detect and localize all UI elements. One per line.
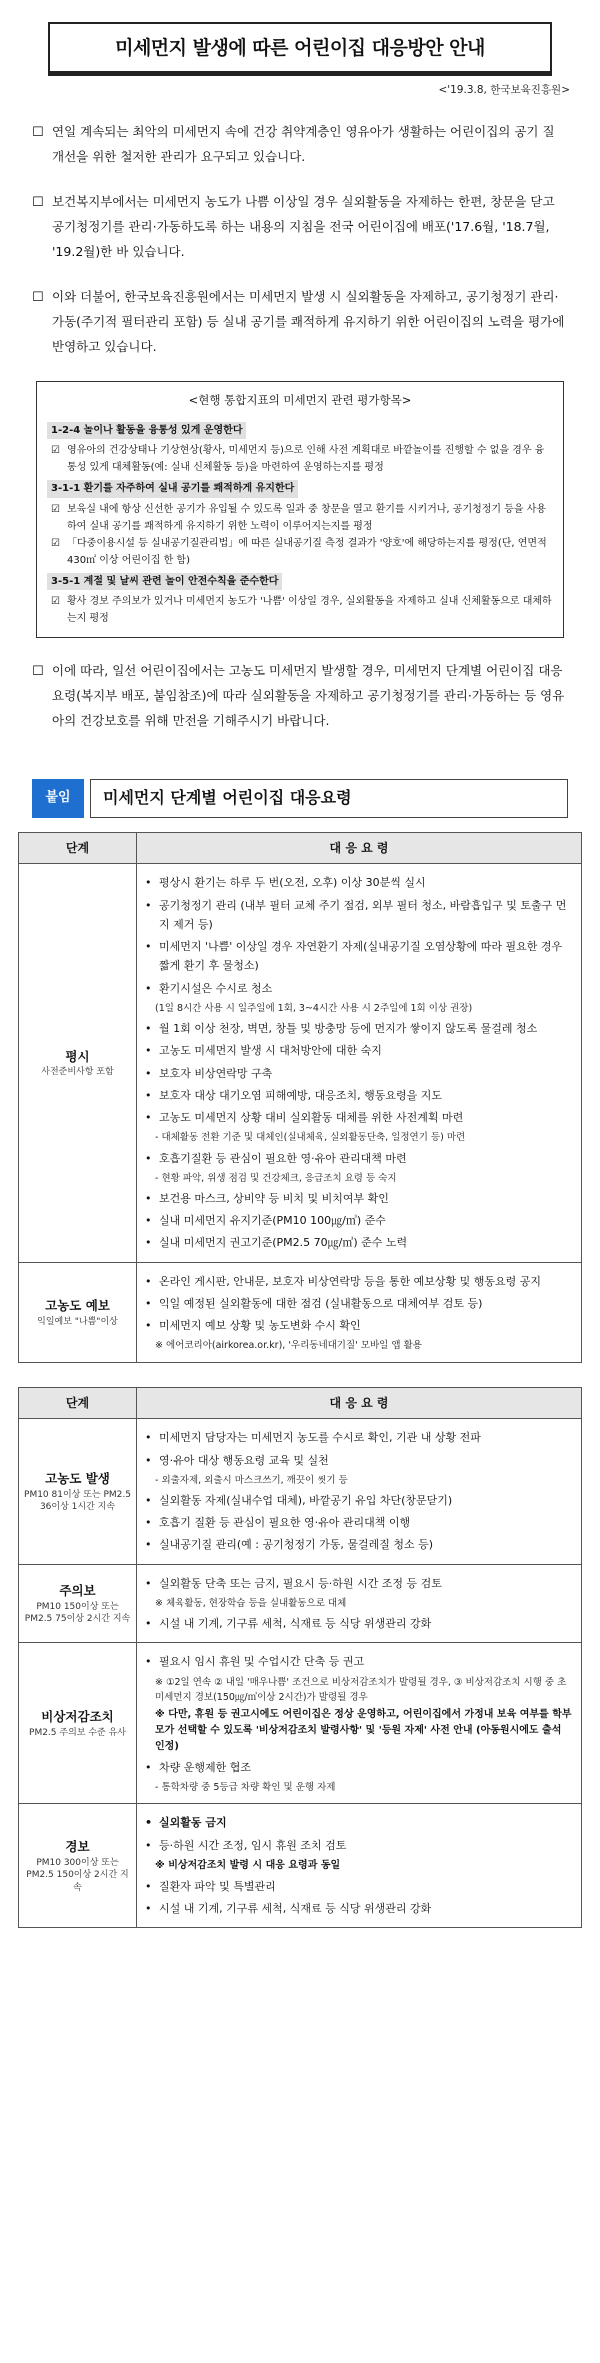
action-item [145, 1294, 573, 1313]
action-text: 호흡기질환 등 관심이 필요한 영·유아 관리대책 마련 [159, 1151, 407, 1165]
action-item [145, 1574, 573, 1593]
action-item [145, 1149, 573, 1168]
document-page [0, 22, 600, 1958]
column-header-actions: 대 응 요 령 [137, 832, 582, 864]
eval-section-2 [47, 476, 553, 569]
action-text: 시설 내 기계, 기구류 세척, 식재료 등 식당 위생관리 강화 [159, 1617, 432, 1631]
eval-item-text: 보육실 내에 항상 신선한 공기가 유입될 수 있도록 일과 중 창문을 열고 환기를 시키거나, 공기청정기 등을 사용하여 실내 공기를 쾌적하게 유지하기 위한 노력이 이루어지는지를 평정 [67, 503, 547, 532]
evaluation-box-title: <현행 통합지표의 미세먼지 관련 평가항목> [188, 392, 412, 407]
action-note: ※ 에어코리아(airkorea.or.kr), '우리동네대기질' 모바일 앱 활용 [155, 1340, 422, 1352]
attachment-header [32, 779, 568, 818]
bullet-icon: • [145, 1066, 152, 1080]
stage-criteria: 익일예보 "나쁨"이상 [37, 1316, 118, 1327]
bullet-icon: • [145, 1214, 152, 1228]
bullet-icon: • [145, 1655, 152, 1669]
eval-section-heading: 1-2-4 놀이나 활동을 융통성 있게 운영한다 [47, 422, 246, 440]
action-item [145, 1211, 573, 1230]
column-header-stage: 단계 [19, 832, 137, 864]
stage-cell [19, 864, 137, 1262]
eval-item-text: 황사 경보 주의보가 있거나 미세먼지 농도가 '나쁨' 이상일 경우, 실외활동을 자제하고 실내 신체활동으로 대체하는지 평정 [67, 596, 552, 625]
stage-criteria: PM10 150이상 또는 PM2.5 75이상 2시간 지속 [24, 1601, 131, 1625]
action-text: 월 1회 이상 천장, 벽면, 창틀 및 방충망 등에 먼지가 쌓이지 않도록 물걸레 청소 [159, 1022, 538, 1036]
action-item [145, 1513, 573, 1532]
bullet-icon: • [145, 1274, 152, 1288]
action-text: 실내 미세먼지 권고기준(PM2.5 70㎍/㎥) 준수 노력 [159, 1236, 408, 1250]
action-note: ※ 체육활동, 현장학습 등을 실내활동으로 대체 [155, 1597, 347, 1609]
stage-criteria: 사전준비사항 포함 [41, 1067, 114, 1078]
action-item [145, 1652, 573, 1671]
bullet-icon: • [145, 1493, 152, 1507]
table-row [19, 1564, 582, 1643]
bullet-icon: • [145, 1111, 152, 1125]
bullet-icon: • [145, 1431, 152, 1445]
stage-criteria: PM2.5 주의보 수준 유사 [29, 1727, 126, 1738]
action-item [145, 873, 573, 892]
action-text: 보호자 대상 대기오염 피해예방, 대응조치, 행동요령을 지도 [159, 1088, 442, 1102]
stage-cell [19, 1643, 137, 1804]
action-text: 보건용 마스크, 상비약 등 비치 및 비치여부 확인 [159, 1191, 389, 1205]
action-note: (1일 8시간 사용 시 일주일에 1회, 3~4시간 사용 시 2주일에 1회 이상 권장) [155, 1002, 473, 1014]
paragraph-text: 연일 계속되는 최악의 미세먼지 속에 건강 취약계층인 영유아가 생활하는 어린이집의 공기 질 개선을 위한 철저한 관리가 요구되고 있습니다. [52, 123, 555, 164]
bullet-icon: • [145, 1453, 152, 1467]
action-text: 미세먼지 '나쁨' 이상일 경우 자연환기 자제(실내공기질 오염상황에 따라 필요한 경우 짧게 환기 후 물청소) [159, 940, 563, 973]
action-item [145, 1836, 573, 1855]
bullet-icon: • [145, 1022, 152, 1036]
eval-section-1 [47, 418, 553, 477]
evaluation-items-box [36, 381, 564, 638]
checkbox-bullet-icon: ☐ [32, 289, 44, 305]
table-header-row [19, 832, 582, 864]
action-item [145, 937, 573, 976]
action-text: 필요시 임시 휴원 및 수업시간 단축 등 권고 [159, 1655, 365, 1669]
action-item [145, 1758, 573, 1777]
action-item [145, 1019, 573, 1038]
action-text: 고농도 미세먼지 발생 시 대처방안에 대한 숙지 [159, 1044, 382, 1058]
action-text: 평상시 환기는 하루 두 번(오전, 오후) 이상 30분씩 실시 [159, 876, 426, 890]
eval-section-3 [47, 569, 553, 628]
attachment-title: 미세먼지 단계별 어린이집 대응요령 [90, 779, 568, 818]
action-item [145, 1451, 573, 1470]
bullet-icon: • [145, 1538, 152, 1552]
actions-cell [137, 1262, 582, 1362]
action-text: 익일 예정된 실외활동에 대한 점검 (실내활동으로 대체여부 검토 등) [159, 1296, 483, 1310]
action-item [145, 1535, 573, 1554]
response-table-2 [18, 1387, 582, 1929]
action-item [145, 1064, 573, 1083]
action-item [145, 1189, 573, 1208]
action-note: ※ 다만, 휴원 등 권고시에도 어린이집은 정상 운영하고, 어린이집에서 가정내 보육 여부를 학부모가 선택할 수 있도록 '비상저감조치 발령사항' 및 '등원 자제' 사전 안내 (아동원시에도 출석 인정) [155, 1709, 572, 1752]
stage-name: 경보 [65, 1839, 90, 1855]
stage-cell [19, 1262, 137, 1362]
table-row [19, 1262, 582, 1362]
paragraph-3 [32, 284, 568, 359]
bullet-icon: • [145, 1319, 152, 1333]
actions-cell [137, 1419, 582, 1564]
checkbox-bullet-icon: ☐ [32, 664, 44, 680]
paragraph-text: 이에 따라, 일선 어린이집에서는 고농도 미세먼지 발생할 경우, 미세먼지 단계별 어린이집 대응요령(복지부 배포, 붙임참조)에 따라 실외활동을 자제하고 공기청정기를 관리·가동하는 등 영유아의 건강보호를 위해 만전을 기해주시기 바랍니다. [52, 663, 565, 729]
action-text: 등·하원 시간 조정, 임시 휴원 조치 검토 [159, 1838, 347, 1852]
stage-name: 고농도 예보 [45, 1298, 110, 1314]
action-note: - 통학차량 중 5등급 차량 확인 및 운행 자제 [155, 1782, 336, 1794]
bullet-icon: • [145, 1902, 152, 1916]
attachment-tag: 붙임 [32, 779, 84, 818]
paragraph-2 [32, 189, 568, 264]
bullet-icon: • [145, 940, 152, 954]
eval-item-text: 「다중이용시설 등 실내공기질관리법」에 따른 실내공기질 측정 결과가 '양호'에 해당하는지를 평정(단, 연면적 430㎡ 이상 어린이집 한 함) [67, 537, 547, 566]
eval-item [51, 535, 553, 569]
bullet-icon: • [145, 1296, 152, 1310]
action-item [145, 896, 573, 935]
bullet-icon: • [145, 1088, 152, 1102]
stage-cell [19, 1419, 137, 1564]
action-item [145, 1086, 573, 1105]
action-text: 호흡기 질환 등 관심이 필요한 영·유아 관리대책 이행 [159, 1516, 411, 1530]
stage-cell [19, 1564, 137, 1643]
bullet-icon: • [145, 1044, 152, 1058]
action-item [145, 1877, 573, 1896]
checked-box-icon: ☑ [51, 537, 60, 549]
eval-item [51, 442, 553, 476]
action-text: 실외활동 자제(실내수업 대체), 바깥공기 유입 차단(창문닫기) [159, 1493, 453, 1507]
table-header-row [19, 1387, 582, 1419]
bullet-icon: • [145, 898, 152, 912]
paragraph-text: 이와 더불어, 한국보육진흥원에서는 미세먼지 발생 시 실외활동을 자제하고, 공기청정기 관리·가동(주기적 필터관리 포함) 등 실내 공기를 쾌적하게 유지하기 위한 어린이집의 노력을 평가에 반영하고 있습니다. [52, 288, 565, 354]
actions-cell [137, 864, 582, 1262]
checked-box-icon: ☑ [51, 445, 60, 457]
actions-cell [137, 1564, 582, 1643]
action-text: 보호자 비상연락망 구축 [159, 1066, 273, 1080]
paragraph-text: 보건복지부에서는 미세먼지 농도가 나쁨 이상일 경우 실외활동을 자제하는 한편, 창문을 닫고 공기청정기를 관리·가동하도록 하는 내용의 지침을 전국 어린이집에 배포('17.6월, '18.7월, '19.2월)한 바 있습니다. [52, 193, 555, 259]
bullet-icon: • [145, 1617, 152, 1631]
action-text: 미세먼지 예보 상황 및 농도변화 수시 확인 [159, 1319, 361, 1333]
bullet-icon: • [145, 1151, 152, 1165]
eval-section-heading: 3-1-1 환기를 자주하여 실내 공기를 쾌적하게 유지한다 [47, 480, 298, 498]
action-item [145, 1233, 573, 1252]
checkbox-bullet-icon: ☐ [32, 124, 44, 140]
action-note: ※ 비상저감조치 발령 시 대응 요령과 동일 [155, 1859, 341, 1871]
document-title: 미세먼지 발생에 따른 어린이집 대응방안 안내 [48, 22, 552, 76]
action-item [145, 1108, 573, 1127]
action-item [145, 979, 573, 998]
eval-section-heading: 3-5-1 계절 및 날씨 관련 놀이 안전수칙을 준수한다 [47, 573, 282, 591]
actions-cell [137, 1804, 582, 1928]
bullet-icon: • [145, 1236, 152, 1250]
stage-name: 비상저감조치 [41, 1709, 114, 1725]
action-text: 실내공기질 관리(예 : 공기청정기 가동, 물걸레질 청소 등) [159, 1538, 434, 1552]
actions-cell [137, 1643, 582, 1804]
checked-box-icon: ☑ [51, 503, 60, 515]
action-item [145, 1041, 573, 1060]
action-item [145, 1899, 573, 1918]
bullet-icon: • [145, 1879, 152, 1893]
action-item [145, 1614, 573, 1633]
closing-paragraph [32, 658, 568, 733]
stage-criteria: PM10 81이상 또는 PM2.5 36이상 1시간 지속 [24, 1489, 131, 1513]
table-row [19, 1419, 582, 1564]
checkbox-bullet-icon: ☐ [32, 194, 44, 210]
stage-name: 평시 [65, 1049, 90, 1065]
table-row [19, 1804, 582, 1928]
action-note: - 현황 파악, 위생 점검 및 건강체크, 응급조치 요령 등 숙지 [155, 1172, 397, 1184]
bullet-icon: • [145, 1838, 152, 1852]
action-text: 영·유아 대상 행동요령 교육 및 실천 [159, 1453, 329, 1467]
action-note: - 외출자제, 외출시 마스크쓰기, 깨끗이 씻기 등 [155, 1474, 348, 1486]
bullet-icon: • [145, 1576, 152, 1590]
action-item [145, 1316, 573, 1335]
action-text: 온라인 게시판, 안내문, 보호자 비상연락망 등을 통한 예보상황 및 행동요령 공지 [159, 1274, 541, 1288]
checked-box-icon: ☑ [51, 596, 60, 608]
action-text: 질환자 파악 및 특별관리 [159, 1879, 276, 1893]
table-row [19, 1643, 582, 1804]
action-text: 미세먼지 담당자는 미세먼지 농도를 수시로 확인, 기관 내 상황 전파 [159, 1431, 481, 1445]
action-text: 실외활동 단축 또는 금지, 필요시 등·하원 시간 조정 등 검토 [159, 1576, 442, 1590]
response-table-1 [18, 832, 582, 1363]
stage-cell [19, 1804, 137, 1928]
action-item [145, 1428, 573, 1447]
bullet-icon: • [145, 981, 152, 995]
stage-name: 주의보 [59, 1583, 96, 1599]
eval-item [51, 593, 553, 627]
column-header-actions: 대 응 요 령 [137, 1387, 582, 1419]
action-text: 시설 내 기계, 기구류 세척, 식재료 등 식당 위생관리 강화 [159, 1902, 432, 1916]
action-note: - 대체활동 전환 기준 및 대체인(실내체육, 실외활동단축, 일정연기 등) 마련 [155, 1132, 466, 1144]
action-note: ※ ①2일 연속 ② 내일 '매우나쁨' 조건으로 비상저감조치가 발령될 경우, ③ 비상저감조치 시행 중 초미세먼지 경보(150㎍/㎥이상 2시간)가 발령될 경우 [155, 1676, 567, 1703]
stage-name: 고농도 발생 [45, 1471, 110, 1487]
bullet-icon: • [145, 1816, 153, 1830]
table-row [19, 864, 582, 1262]
issue-date: <'19.3.8, 한국보육진흥원> [438, 84, 570, 97]
bullet-icon: • [145, 1191, 152, 1205]
eval-item [51, 501, 553, 535]
action-item [145, 1491, 573, 1510]
action-item [145, 1272, 573, 1291]
bullet-icon: • [145, 876, 152, 890]
bullet-icon: • [145, 1761, 152, 1774]
action-text: 실내 미세먼지 유지기준(PM10 100㎍/㎥) 준수 [159, 1214, 386, 1228]
action-text: 공기청정기 관리 (내부 필터 교체 주기 점검, 외부 필터 청소, 바람흡입구 및 토출구 먼지 제거 등) [159, 898, 567, 931]
paragraph-1 [32, 119, 568, 169]
action-text: 환기시설은 수시로 청소 [159, 981, 273, 995]
eval-item-text: 영유아의 건강상태나 기상현상(황사, 미세먼지 등)으로 인해 사전 계획대로 바깥놀이를 진행할 수 없을 경우 융통성 있게 대체활동(예: 실내 신체활동 등)을 마련하여 운영하는지를 평정 [67, 445, 545, 474]
action-item [145, 1813, 573, 1832]
action-text: 차량 운행제한 협조 [159, 1761, 252, 1774]
action-text: 실외활동 금지 [159, 1816, 227, 1830]
action-text: 고농도 미세먼지 상황 대비 실외활동 대체를 위한 사전계획 마련 [159, 1111, 464, 1125]
stage-criteria: PM10 300이상 또는 PM2.5 150이상 2시간 지속 [26, 1857, 129, 1893]
column-header-stage: 단계 [19, 1387, 137, 1419]
bullet-icon: • [145, 1516, 152, 1530]
